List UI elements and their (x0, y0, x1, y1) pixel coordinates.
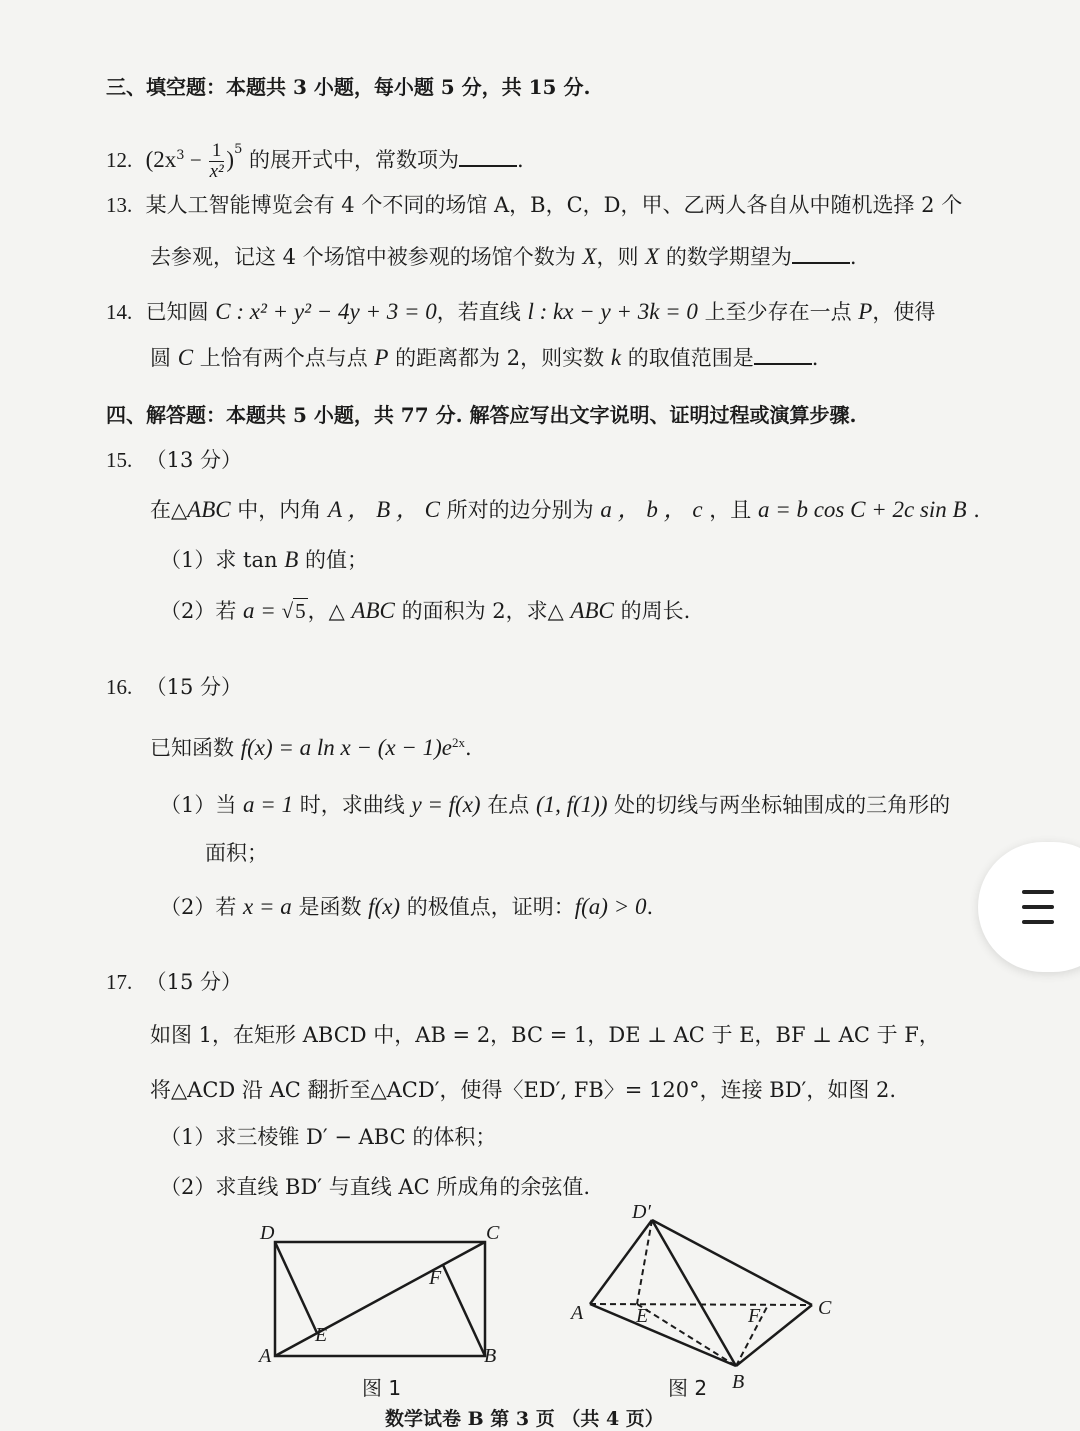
question-14-line2 (150, 343, 818, 373)
q16-p2-eq: x = a (243, 894, 292, 919)
fig1-segment-bf (443, 1265, 485, 1356)
q14-answer-blank (754, 345, 812, 365)
q14-circle-eq: C : x² + y² − 4y + 3 = 0 (215, 299, 437, 324)
question-16-part1 (160, 790, 950, 820)
question-12 (106, 130, 524, 182)
q12-expr-open: (2x (145, 147, 177, 172)
fig1-diagonal-ac (275, 1242, 485, 1356)
q16-p2a: （2）若 (160, 895, 244, 919)
fig1-label-f: F (429, 1267, 442, 1289)
question-15-part1 (160, 545, 368, 575)
q15-p2-triangle2: ABC (570, 598, 614, 623)
q15-p1-var-b: B (284, 547, 299, 572)
q14-line1d: ，使得 (872, 300, 936, 324)
q14-line2d: 的距离都为 2，则实数 (388, 346, 611, 370)
q16-stem-a: 已知函数 (150, 736, 241, 760)
q16-p1d: 处的切线与两坐标轴围成的三角形的 (607, 793, 951, 817)
q15-p1a: （1）求 tan (160, 548, 285, 572)
q16-p2-ineq: f(a) > 0 (574, 894, 647, 919)
q12-expr-close-sup: 5 (234, 142, 243, 157)
q15-p2a: （2）若 (160, 599, 244, 623)
q12-number: 12. (106, 148, 133, 172)
q15-number: 15. (106, 448, 133, 472)
q12-frac-top: 1 (209, 141, 225, 162)
fig2-segment-de-dashed (637, 1220, 652, 1304)
q14-var-c: C (177, 345, 194, 370)
q17-number: 17. (106, 970, 133, 994)
question-16-header (106, 672, 242, 702)
q14-var-p: P (858, 299, 873, 324)
question-15-part2 (160, 596, 690, 626)
q15-triangle: ABC (187, 497, 231, 522)
q13-var-x2: X (645, 244, 660, 269)
q15-sides: a ， b ， c (600, 497, 703, 522)
section-answer-heading: 四、解答题：本题共 5 小题，共 77 分. 解答应写出文字说明、证明过程或演算步骤. (106, 403, 857, 427)
q14-line1c: 上至少存在一点 (697, 300, 859, 324)
fig2-label-e: E (636, 1305, 649, 1327)
q14-end: . (811, 346, 819, 370)
q16-number: 16. (106, 675, 133, 699)
question-17-line1: 如图 1，在矩形 ABCD 中，AB = 2，BC = 1，DE ⊥ AC 于 E，BF ⊥ AC 于 F， (150, 1023, 940, 1047)
q14-var-k: k (610, 345, 622, 370)
fig2-edge-ad (590, 1220, 652, 1304)
q16-p1-eq: a = 1 (243, 792, 294, 817)
q13-end: . (849, 245, 857, 269)
q14-var-p2: P (374, 345, 389, 370)
fig1-segment-de (275, 1242, 317, 1333)
fig1-label-c: C (486, 1222, 500, 1244)
figure-2-folded-pyramid-diagram (560, 1198, 845, 1398)
fig2-label-dprime: D′ (632, 1201, 651, 1223)
q14-line-eq: l : kx − y + 3k = 0 (527, 299, 698, 324)
q15-p1c: 的值； (298, 548, 368, 572)
q13-var-x: X (582, 244, 597, 269)
fig2-label-a: A (571, 1302, 584, 1324)
fig2-label-b: B (732, 1371, 745, 1393)
q12-frac-bot: x² (209, 161, 224, 182)
figure-2-caption: 图 2 (668, 1376, 708, 1400)
q14-line2b: 上恰有两个点与点 (193, 346, 375, 370)
q14-line2a: 圆 (150, 346, 178, 370)
q16-p1a: （1）当 (160, 793, 244, 817)
q14-line2e: 的取值范围是 (621, 346, 754, 370)
question-17-line2: 将△ACD 沿 AC 翻折至△ACD′，使得〈ED′, FB〉= 120°，连接 BD′，如图 2. (150, 1078, 897, 1102)
q15-equation: a = b cos C + 2c sin B (757, 497, 967, 522)
question-15-stem (150, 495, 980, 525)
fig2-label-f: F (748, 1305, 761, 1327)
floating-menu-button[interactable] (978, 842, 1080, 972)
q12-answer-blank (459, 147, 517, 167)
q16-p1-curve: y = f(x) (411, 792, 481, 817)
figure-1-rectangle-diagram (250, 1215, 520, 1375)
q15-p2-triangle: ABC (351, 598, 395, 623)
fig2-edge-ac-dashed (590, 1304, 812, 1305)
question-16-part2 (160, 892, 653, 922)
fig2-edge-ab (590, 1304, 736, 1366)
q16-p2b: 是函数 (291, 895, 369, 919)
q13-line2b: ，则 (596, 245, 646, 269)
q16-p2-f: f(x) (368, 894, 401, 919)
figure-1-caption: 图 1 (362, 1376, 402, 1400)
fig1-label-e: E (315, 1324, 328, 1346)
q16-p1b: 时，求曲线 (293, 793, 412, 817)
q13-line2c: 的数学期望为 (659, 245, 792, 269)
question-16-stem (150, 728, 472, 763)
q16-p1c: 在点 (480, 793, 536, 817)
q12-fraction (209, 141, 225, 182)
q16-score: （15 分） (145, 675, 243, 699)
q16-p2d: . (646, 895, 654, 919)
q17-score: （15 分） (145, 970, 243, 994)
q15-score: （13 分） (145, 448, 243, 472)
q16-exp-sup: 2x (452, 735, 465, 750)
question-17-part1: （1）求三棱锥 D′ − ABC 的体积； (160, 1125, 497, 1149)
q15-stem-b: 中，内角 (230, 498, 328, 522)
fig1-label-a: A (259, 1345, 272, 1367)
question-17-header (106, 967, 242, 997)
question-13-line1 (106, 190, 962, 220)
q16-p1-point: (1, f(1)) (535, 792, 608, 817)
q12-text: 的展开式中，常数项为 (242, 148, 460, 172)
fig2-segment-ef-dashed (637, 1304, 736, 1366)
q16-stem-end: . (465, 736, 472, 760)
q15-sqrt-radicand: 5 (295, 599, 306, 623)
q15-p2b: ，△ (307, 599, 352, 623)
q12-expr-open-sup: 3 (176, 148, 185, 163)
q13-answer-blank (792, 244, 850, 264)
q15-sqrt-sign: √ (281, 599, 294, 623)
section-fill-blank-heading: 三、填空题：本题共 3 小题，每小题 5 分，共 15 分. (106, 75, 591, 99)
q16-p2c: 的极值点，证明： (400, 895, 575, 919)
fig2-label-c: C (818, 1297, 832, 1319)
question-16-part1-cont: 面积； (205, 841, 268, 865)
fig1-label-d: D (260, 1222, 275, 1244)
q15-angles: A ， B ， C (327, 497, 440, 522)
q15-p2d: 的周长. (613, 599, 691, 623)
page-footer: 数学试卷 B 第 3 页 （共 4 页） (385, 1408, 664, 1430)
question-13-line2 (150, 242, 857, 272)
q12-minus: − (184, 148, 207, 172)
q15-stem-c: 所对的边分别为 (440, 498, 601, 522)
question-14-line1 (106, 297, 935, 327)
q15-stem-d: ，且 (702, 498, 758, 522)
q12-end: . (517, 148, 524, 172)
q14-line1a: 已知圆 (145, 300, 216, 324)
question-17-part2: （2）求直线 BD′ 与直线 AC 所成角的余弦值. (160, 1175, 591, 1199)
q14-number: 14. (106, 300, 133, 324)
q13-line1: 某人工智能博览会有 4 个不同的场馆 A，B，C，D，甲、乙两人各自从中随机选择 2 个 (145, 193, 963, 217)
q15-stem-e: . (966, 498, 980, 522)
q13-line2a: 去参观，记这 4 个场馆中被参观的场馆个数为 (150, 245, 583, 269)
q15-p2-eq: a = (243, 598, 282, 623)
q15-stem-a: 在△ (150, 498, 188, 522)
q15-p2c: 的面积为 2，求△ (394, 599, 571, 623)
q14-line1b: ，若直线 (436, 300, 528, 324)
q12-expr-close: ) (226, 147, 235, 172)
q13-number: 13. (106, 193, 133, 217)
question-15-header (106, 445, 242, 475)
q16-function: f(x) = a ln x − (x − 1)e (240, 735, 452, 760)
fig1-label-b: B (484, 1345, 497, 1367)
